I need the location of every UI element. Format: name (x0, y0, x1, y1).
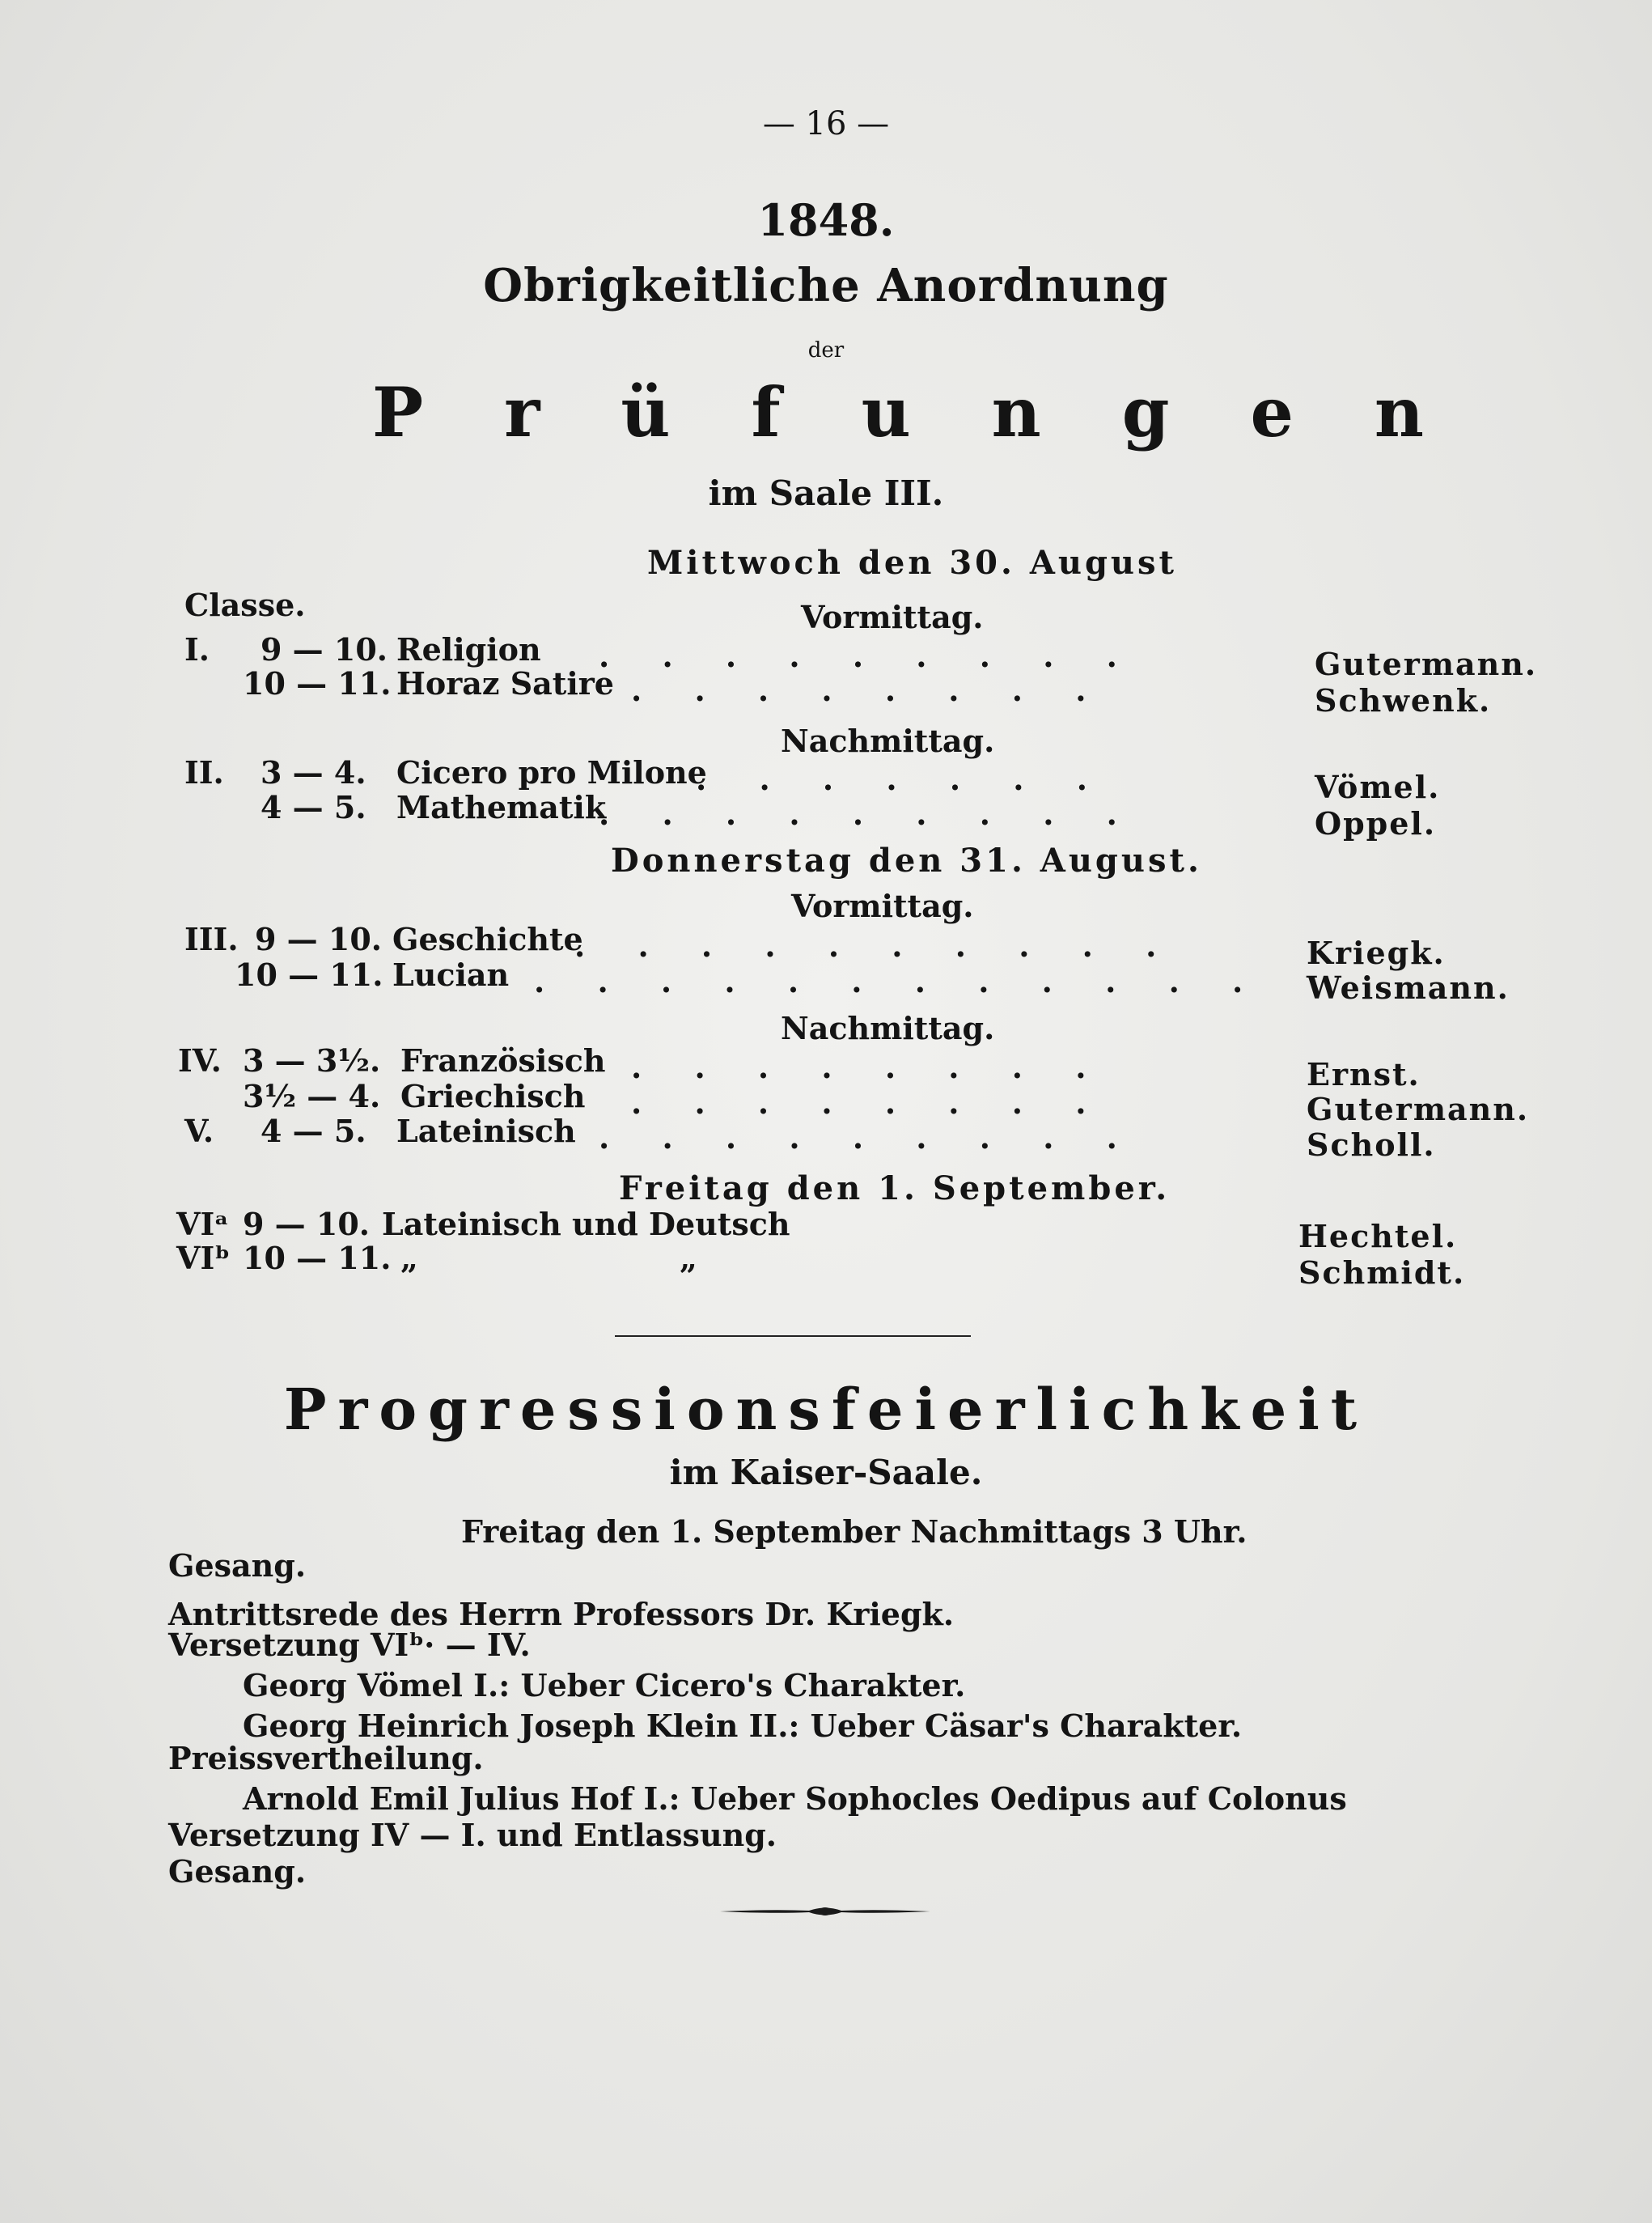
row-time: 9 — 10. (261, 631, 388, 668)
document-title: Obrigkeitliche Anordnung (483, 259, 1169, 312)
row-time: 9 — 10. (255, 921, 383, 957)
row-classe: VIᵃ (176, 1206, 229, 1242)
headline-letter: u (861, 372, 911, 452)
ditto-mark: „ (400, 1240, 418, 1276)
program-item: Preissvertheilung. (168, 1740, 484, 1776)
row-subject: Griechisch (400, 1078, 586, 1114)
row-classe: IV. (178, 1042, 222, 1079)
leader-dots: . . . . . . . . . . (574, 927, 1178, 964)
row-subject: Lateinisch und Deutsch (382, 1206, 790, 1242)
row-teacher: Kriegk. (1307, 935, 1446, 971)
row-time: 3 — 4. (261, 754, 366, 791)
ditto-mark: „ (680, 1240, 697, 1276)
leader-dots: . . . . . . . . . (599, 638, 1138, 674)
title-connector: der (807, 338, 845, 363)
row-classe: III. (184, 921, 239, 957)
progression-room: im Kaiser-Saale. (669, 1453, 983, 1492)
row-teacher: Weismann. (1307, 969, 1510, 1006)
program-item: Versetzung VIᵇ· — IV. (168, 1627, 531, 1663)
headline-letter: f (751, 372, 781, 452)
program-item: Georg Heinrich Joseph Klein II.: Ueber Cäsar's Charakter. (243, 1708, 1243, 1744)
year-heading: 1848. (757, 194, 895, 246)
headline-letter: r (504, 372, 540, 452)
end-ornament (720, 1902, 930, 1921)
row-subject: Geschichte (392, 921, 583, 957)
row-classe: V. (184, 1113, 214, 1149)
row-subject: Französisch (400, 1042, 606, 1079)
row-classe: I. (184, 631, 210, 668)
row-time: 3½ — 4. (243, 1078, 381, 1114)
program-item: Georg Vömel I.: Ueber Cicero's Charakter. (243, 1667, 966, 1703)
page-number: — 16 — (762, 105, 890, 142)
day-heading: Donnerstag den 31. August. (611, 842, 1202, 880)
leader-dots: . . . . . . . . (631, 1084, 1108, 1121)
row-time: 4 — 5. (261, 1113, 366, 1149)
headline-letter: n (1374, 372, 1424, 452)
row-teacher: Scholl. (1307, 1126, 1436, 1163)
headline-letter: P (372, 372, 424, 452)
row-teacher: Vömel. (1315, 769, 1441, 805)
row-teacher: Schwenk. (1315, 682, 1492, 719)
program-item: Versetzung IV — I. und Entlassung. (168, 1817, 777, 1853)
headline-letter: ü (621, 372, 671, 452)
row-teacher: Hechtel. (1298, 1218, 1458, 1254)
row-time: 3 — 3½. (243, 1042, 381, 1079)
row-subject: Horaz Satire (396, 665, 614, 702)
row-teacher: Ernst. (1307, 1056, 1421, 1092)
leader-dots: . . . . . . . . . (599, 795, 1138, 832)
section-divider (615, 1335, 971, 1337)
session-heading: Nachmittag. (781, 1010, 995, 1046)
day-heading: Mittwoch den 30. August (647, 544, 1178, 582)
row-subject: Religion (396, 631, 541, 668)
row-subject: Lucian (392, 957, 510, 993)
row-time: 10 — 11. (243, 1240, 392, 1276)
headline-letter: n (991, 372, 1041, 452)
leader-dots: . . . . . . . . (631, 1049, 1108, 1085)
leader-dots: . . . . . . . . . . . . (534, 963, 1264, 999)
row-teacher: Schmidt. (1298, 1254, 1466, 1291)
session-heading: Nachmittag. (781, 723, 995, 759)
headline-letter: g (1121, 372, 1170, 452)
row-teacher: Oppel. (1315, 805, 1437, 842)
program-item: Arnold Emil Julius Hof I.: Ueber Sophocles Oedipus auf Colonus (243, 1780, 1347, 1817)
program-item: Gesang. (168, 1547, 307, 1584)
row-time: 9 — 10. (243, 1206, 371, 1242)
headline-letter: e (1250, 372, 1294, 452)
progression-date: Freitag den 1. September Nachmittags 3 Uhr. (461, 1513, 1247, 1550)
exam-room: im Saale III. (708, 473, 944, 513)
row-classe: II. (184, 754, 224, 791)
row-teacher: Gutermann. (1307, 1091, 1530, 1127)
program-item: Antrittsrede des Herrn Professors Dr. Kriegk. (168, 1596, 955, 1632)
session-heading: Vormittag. (801, 599, 984, 635)
program-item: Gesang. (168, 1853, 307, 1890)
leader-dots: . . . . . . . . . (599, 1119, 1138, 1156)
row-subject: Mathematik (396, 789, 607, 825)
leader-dots: . . . . . . . . (631, 672, 1108, 708)
row-subject: Cicero pro Milone (396, 754, 707, 791)
classe-label: Classe. (184, 587, 306, 623)
headline-pruefungen (372, 372, 1424, 452)
row-classe: VIᵇ (176, 1240, 231, 1276)
row-time: 10 — 11. (235, 957, 383, 993)
day-heading: Freitag den 1. September. (619, 1169, 1171, 1207)
row-subject: Lateinisch (396, 1113, 576, 1149)
row-time: 4 — 5. (261, 789, 366, 825)
row-teacher: Gutermann. (1315, 646, 1538, 682)
row-time: 10 — 11. (243, 665, 392, 702)
session-heading: Vormittag. (791, 888, 974, 924)
leader-dots: . . . . . . . (696, 761, 1108, 797)
progression-title: Progressionsfeierlichkeit (283, 1376, 1369, 1443)
